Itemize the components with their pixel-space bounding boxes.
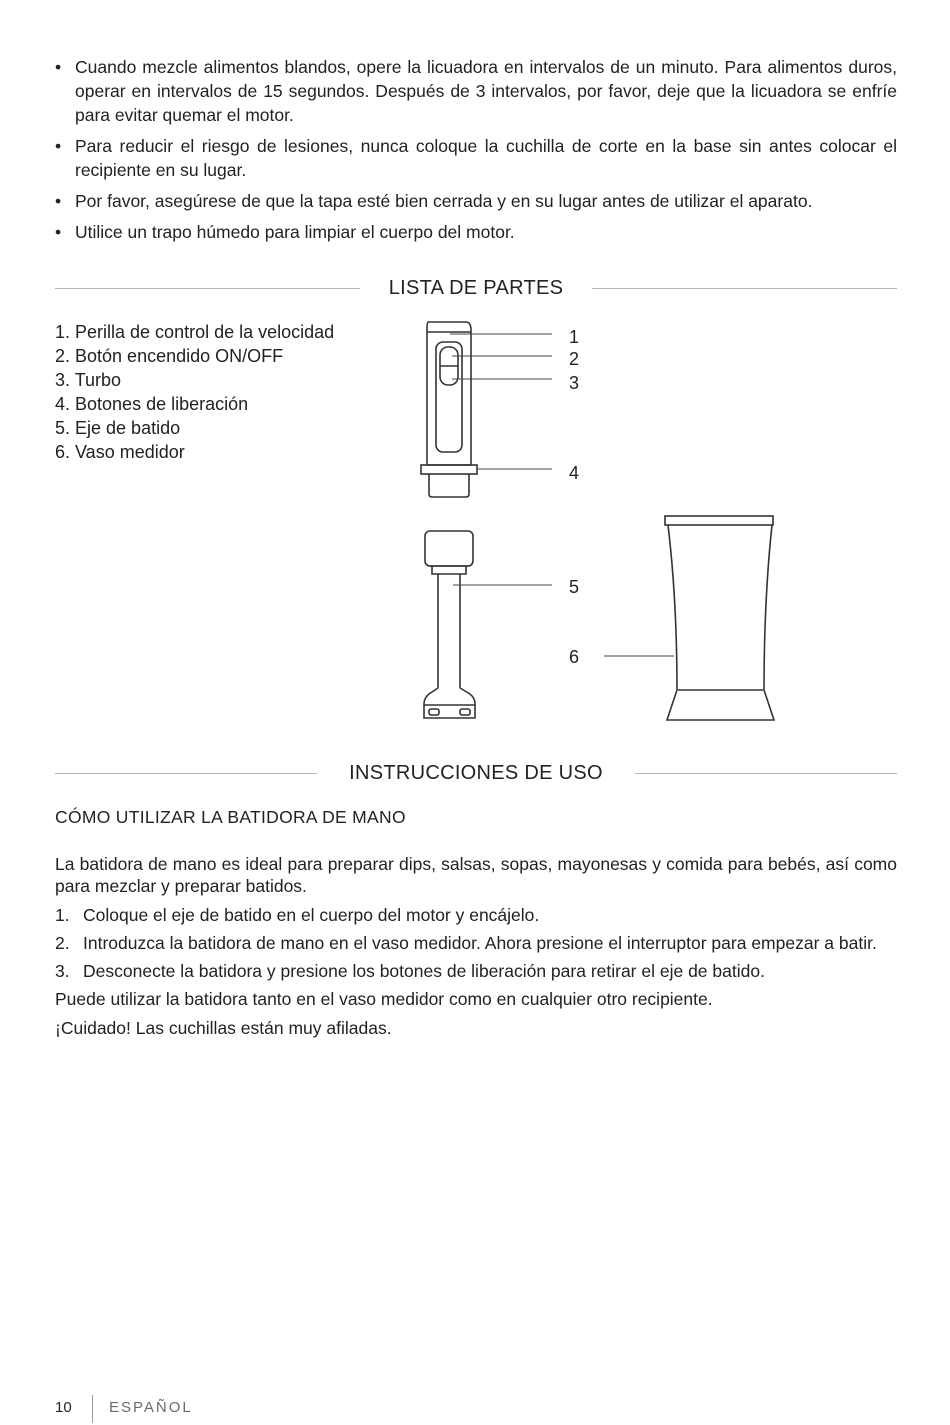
usage-instructions xyxy=(55,853,897,1046)
usage-warning: ¡Cuidado! Las cuchillas están muy afiladas. xyxy=(55,1018,392,1038)
step-text: Introduzca la batidora de mano en el vaso medidor. Ahora presione el interruptor para empezar a batir. xyxy=(83,933,877,953)
callout-number: 5 xyxy=(569,577,580,597)
footer-language: ESPAÑOL xyxy=(109,1399,193,1416)
callout-number: 3 xyxy=(569,373,580,393)
section-divider-right xyxy=(592,288,897,289)
safety-bullet: • Cuando mezcle alimentos blandos, opere la licuadora en intervalos de un minuto. Para alimentos duros, operar en intervalos de 15 segundos. Después de 3 intervalos, por favor, deje que la licuadora se enfríe para evitar quemar el motor. xyxy=(55,57,897,125)
parts-section-header xyxy=(55,273,897,303)
step-text: Desconecte la batidora y presione los botones de liberación para retirar el eje de batido. xyxy=(83,961,765,981)
safety-bullet: • Por favor, asegúrese de que la tapa esté bien cerrada y en su lugar antes de utilizar el aparato. xyxy=(55,191,813,211)
parts-list-item: 4. Botones de liberación xyxy=(55,394,249,414)
measuring-cup-illustration xyxy=(665,516,774,720)
page-number: 10 xyxy=(55,1399,72,1416)
callout-number: 2 xyxy=(569,349,580,369)
step-text: Coloque el eje de batido en el cuerpo del motor y encájelo. xyxy=(83,905,540,925)
motor-body-illustration xyxy=(421,322,477,497)
usage-intro: La batidora de mano es ideal para preparar dips, salsas, sopas, mayonesas y comida para bebés, así como para mezclar y preparar batidos. xyxy=(55,854,897,896)
section-divider-right xyxy=(635,773,897,774)
callout-number: 4 xyxy=(569,463,580,483)
safety-bullet: • Para reducir el riesgo de lesiones, nunca coloque la cuchilla de corte en la base sin antes colocar el recipiente en su lugar. xyxy=(55,136,897,180)
instructions-section-title: INSTRUCCIONES DE USO xyxy=(349,762,603,784)
instructions-subheading: CÓMO UTILIZAR LA BATIDORA DE MANO xyxy=(55,807,406,827)
parts-list xyxy=(55,320,334,464)
usage-step xyxy=(55,960,897,982)
parts-section-title: LISTA DE PARTES xyxy=(388,277,564,299)
safety-bullet: • Utilice un trapo húmedo para limpiar el cuerpo del motor. xyxy=(55,222,515,242)
blending-shaft-illustration xyxy=(424,531,475,718)
step-number: 2. xyxy=(55,933,70,953)
usage-step xyxy=(55,904,897,926)
parts-list-item: 3. Turbo xyxy=(55,370,122,390)
parts-list-item: 1. Perilla de control de la velocidad xyxy=(55,322,335,342)
safety-bullet-text: Para reducir el riesgo de lesiones, nunca coloque la cuchilla de corte en la base sin antes colocar el recipiente en su lugar. xyxy=(75,136,897,180)
parts-list-item: 2. Botón encendido ON/OFF xyxy=(55,346,284,366)
safety-bullet-text: Cuando mezcle alimentos blandos, opere la licuadora en intervalos de un minuto. Para alimentos duros, operar en intervalos de 15 segundos. Después de 3 intervalos, por favor, deje que la licuadora se enfríe para evitar quemar el motor. xyxy=(75,57,897,125)
instructions-section-header xyxy=(55,758,897,788)
callout-leader-lines xyxy=(450,334,674,656)
safety-bullet-list xyxy=(55,55,897,251)
parts-list-item: 5. Eje de batido xyxy=(55,418,181,438)
step-number: 1. xyxy=(55,905,70,925)
step-number: 3. xyxy=(55,961,70,981)
usage-step xyxy=(55,932,897,954)
safety-bullet-text: Por favor, asegúrese de que la tapa esté bien cerrada y en su lugar antes de utilizar el aparato. xyxy=(75,191,813,211)
usage-note: Puede utilizar la batidora tanto en el vaso medidor como en cualquier otro recipiente. xyxy=(55,989,713,1009)
callout-number: 6 xyxy=(569,647,580,667)
parts-list-item: 6. Vaso medidor xyxy=(55,442,185,462)
callout-number: 1 xyxy=(569,327,580,347)
footer-divider xyxy=(92,1395,93,1423)
safety-bullet-text: Utilice un trapo húmedo para limpiar el cuerpo del motor. xyxy=(75,222,515,242)
